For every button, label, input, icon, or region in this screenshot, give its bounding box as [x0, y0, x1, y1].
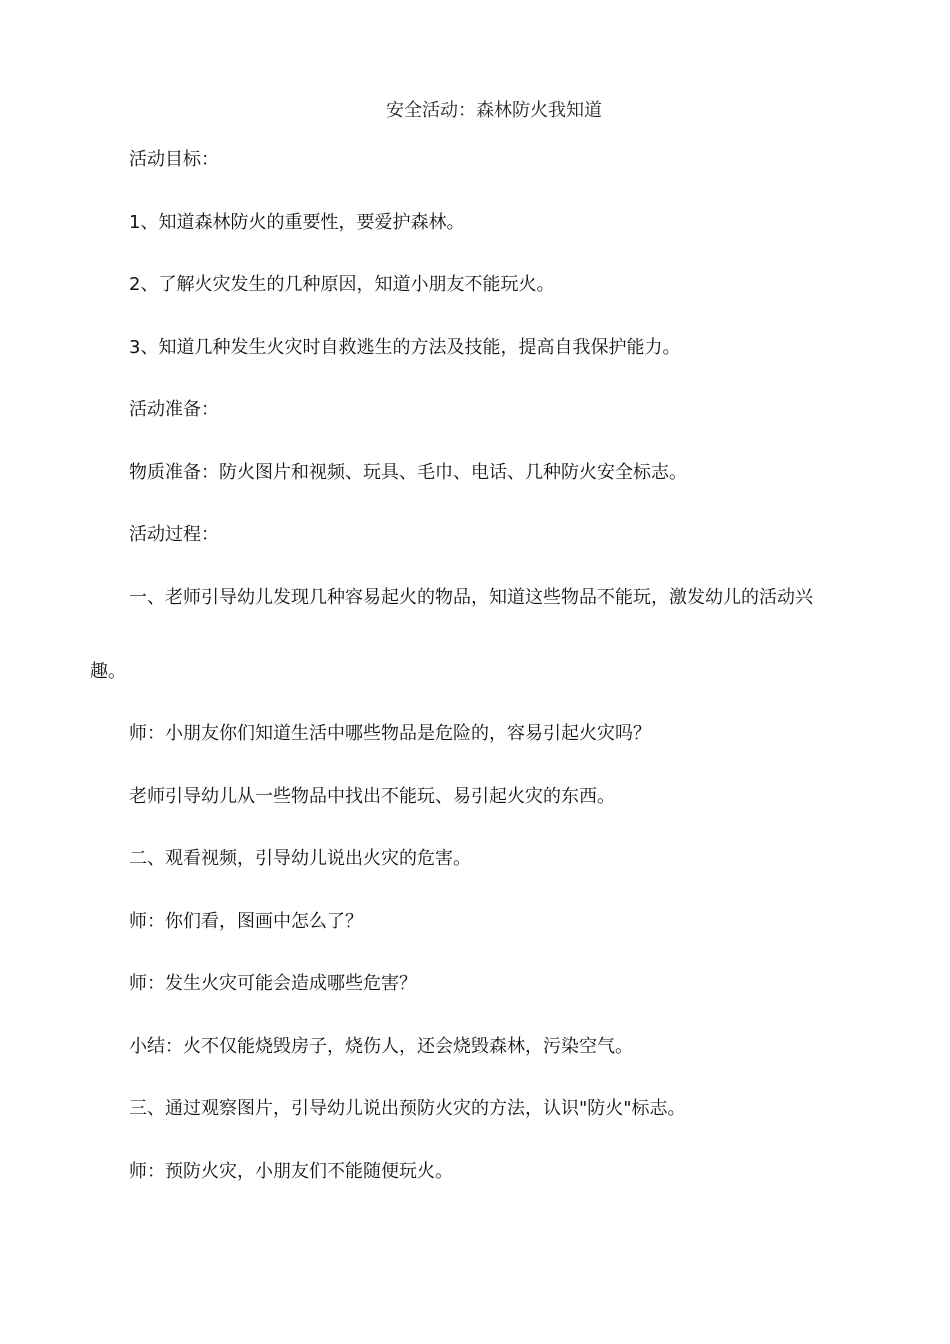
paragraph-teacher-question-2: 师：你们看，图画中怎么了？ — [129, 911, 363, 932]
paragraph-teacher-statement: 师：预防火灾，小朋友们不能随便玩火。 — [129, 1161, 453, 1182]
paragraph-goal-3: 3、知道几种发生火灾时自救逃生的方法及技能，提高自我保护能力。 — [129, 337, 681, 358]
paragraph-material-preparation: 物质准备：防火图片和视频、玩具、毛巾、电话、几种防火安全标志。 — [129, 462, 687, 483]
paragraph-summary: 小结：火不仅能烧毁房子，烧伤人，还会烧毁森林，污染空气。 — [129, 1036, 633, 1057]
document-title: 安全活动：森林防火我知道 — [386, 100, 602, 121]
paragraph-step-1-continued: 趣。 — [90, 661, 126, 682]
paragraph-goals-heading: 活动目标： — [129, 149, 219, 170]
paragraph-teacher-question-3: 师：发生火灾可能会造成哪些危害？ — [129, 973, 417, 994]
paragraph-preparation-heading: 活动准备： — [129, 399, 219, 420]
paragraph-step-3: 三、通过观察图片，引导幼儿说出预防火灾的方法，认识"防火"标志。 — [129, 1098, 686, 1119]
paragraph-goal-1: 1、知道森林防火的重要性，要爱护森林。 — [129, 212, 465, 233]
paragraph-teacher-question-1: 师：小朋友你们知道生活中哪些物品是危险的，容易引起火灾吗？ — [129, 723, 651, 744]
paragraph-teacher-guidance: 老师引导幼儿从一些物品中找出不能玩、易引起火灾的东西。 — [129, 786, 615, 807]
paragraph-step-1: 一、老师引导幼儿发现几种容易起火的物品，知道这些物品不能玩，激发幼儿的活动兴 — [129, 587, 813, 608]
paragraph-step-2: 二、观看视频，引导幼儿说出火灾的危害。 — [129, 848, 471, 869]
paragraph-process-heading: 活动过程： — [129, 524, 219, 545]
paragraph-goal-2: 2、了解火灾发生的几种原因，知道小朋友不能玩火。 — [129, 274, 555, 295]
